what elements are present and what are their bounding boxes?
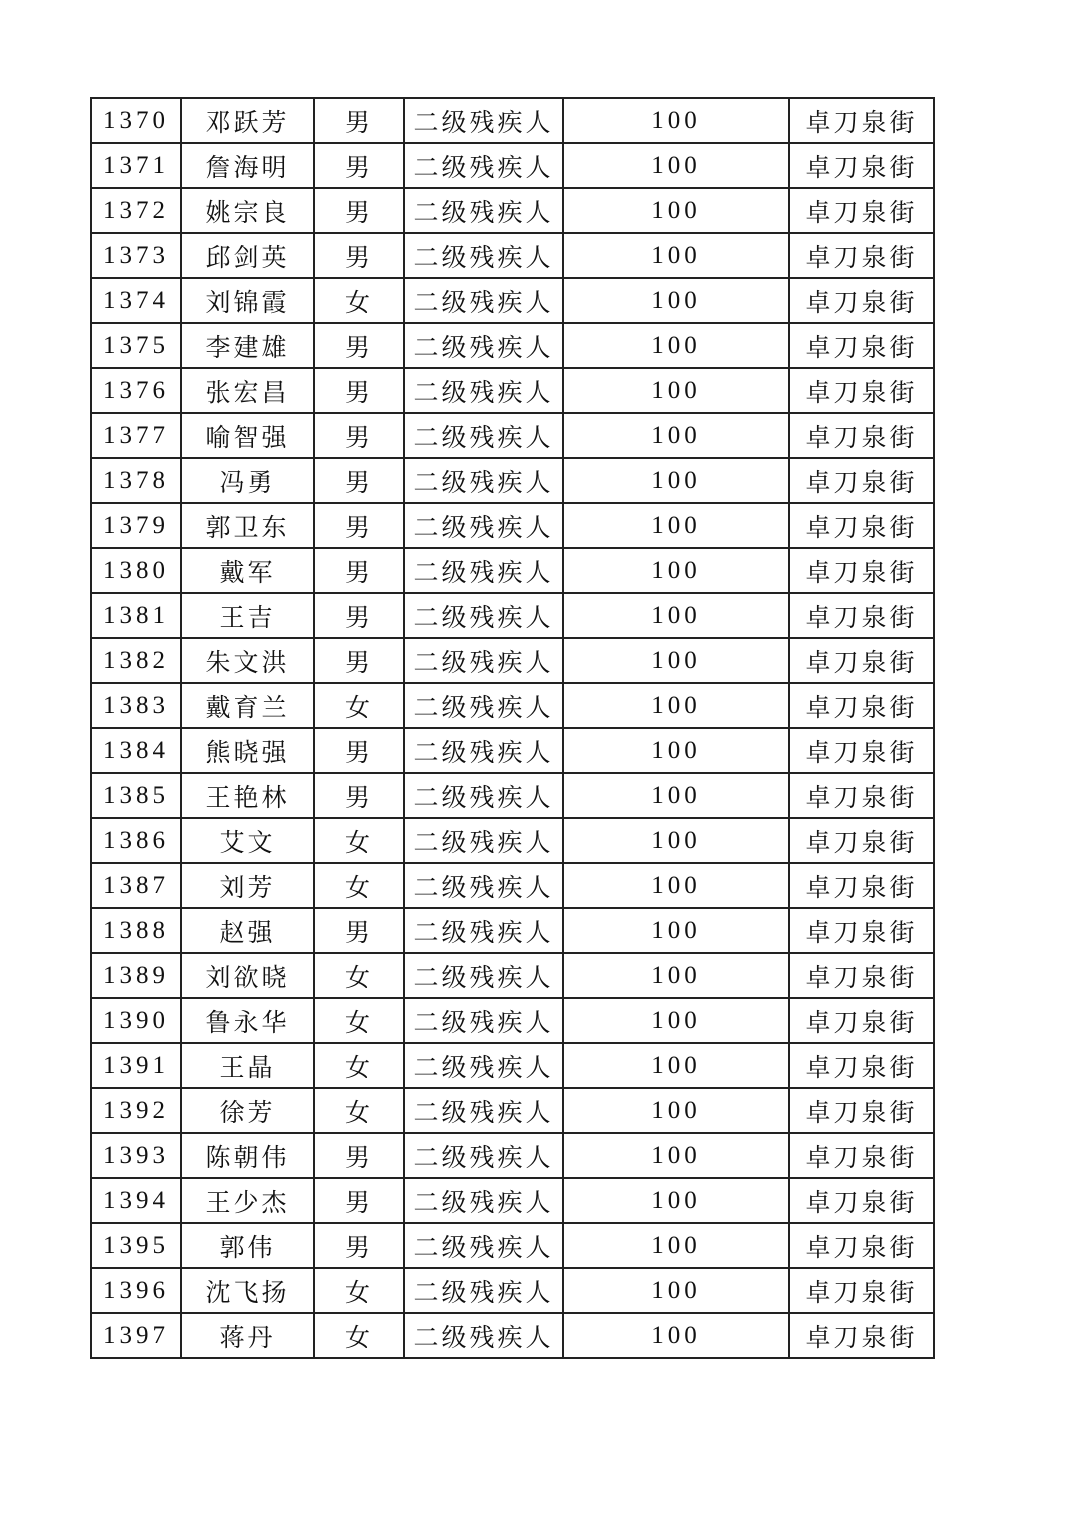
row-number-cell: 1374 [91,278,181,323]
row-number-cell: 1395 [91,1223,181,1268]
street-cell: 卓刀泉街 [789,143,934,188]
row-number-cell: 1379 [91,503,181,548]
gender-cell: 女 [314,998,404,1043]
name-cell: 冯勇 [181,458,314,503]
name-cell: 郭卫东 [181,503,314,548]
row-number-cell: 1375 [91,323,181,368]
row-number-cell: 1385 [91,773,181,818]
disability-category-cell: 二级残疾人 [404,458,563,503]
gender-cell: 男 [314,728,404,773]
disability-category-cell: 二级残疾人 [404,368,563,413]
gender-cell: 女 [314,863,404,908]
amount-cell: 100 [563,233,789,278]
gender-cell: 女 [314,818,404,863]
amount-cell: 100 [563,458,789,503]
amount-cell: 100 [563,1043,789,1088]
row-number-cell: 1382 [91,638,181,683]
amount-cell: 100 [563,503,789,548]
street-cell: 卓刀泉街 [789,233,934,278]
amount-cell: 100 [563,143,789,188]
row-number-cell: 1384 [91,728,181,773]
name-cell: 艾文 [181,818,314,863]
disability-category-cell: 二级残疾人 [404,863,563,908]
amount-cell: 100 [563,773,789,818]
table-row [91,323,934,368]
street-cell: 卓刀泉街 [789,368,934,413]
row-number-cell: 1373 [91,233,181,278]
table-row [91,638,934,683]
gender-cell: 男 [314,413,404,458]
gender-cell: 女 [314,1268,404,1313]
street-cell: 卓刀泉街 [789,188,934,233]
street-cell: 卓刀泉街 [789,1043,934,1088]
row-number-cell: 1386 [91,818,181,863]
table-row [91,953,934,998]
name-cell: 刘欲晓 [181,953,314,998]
table-row [91,1133,934,1178]
disability-category-cell: 二级残疾人 [404,278,563,323]
table-row [91,1088,934,1133]
disability-category-cell: 二级残疾人 [404,98,563,143]
row-number-cell: 1378 [91,458,181,503]
amount-cell: 100 [563,1178,789,1223]
name-cell: 陈朝伟 [181,1133,314,1178]
street-cell: 卓刀泉街 [789,593,934,638]
gender-cell: 男 [314,908,404,953]
amount-cell: 100 [563,98,789,143]
name-cell: 李建雄 [181,323,314,368]
amount-cell: 100 [563,683,789,728]
name-cell: 王艳林 [181,773,314,818]
disability-category-cell: 二级残疾人 [404,1313,563,1358]
name-cell: 喻智强 [181,413,314,458]
street-cell: 卓刀泉街 [789,683,934,728]
disability-category-cell: 二级残疾人 [404,143,563,188]
amount-cell: 100 [563,1313,789,1358]
gender-cell: 男 [314,593,404,638]
name-cell: 沈飞扬 [181,1268,314,1313]
gender-cell: 女 [314,1043,404,1088]
street-cell: 卓刀泉街 [789,98,934,143]
street-cell: 卓刀泉街 [789,413,934,458]
gender-cell: 女 [314,953,404,998]
row-number-cell: 1383 [91,683,181,728]
amount-cell: 100 [563,413,789,458]
street-cell: 卓刀泉街 [789,548,934,593]
table-row [91,278,934,323]
row-number-cell: 1389 [91,953,181,998]
row-number-cell: 1393 [91,1133,181,1178]
table-row [91,1043,934,1088]
gender-cell: 男 [314,638,404,683]
street-cell: 卓刀泉街 [789,728,934,773]
name-cell: 刘锦霞 [181,278,314,323]
table-row [91,503,934,548]
disability-category-cell: 二级残疾人 [404,188,563,233]
row-number-cell: 1392 [91,1088,181,1133]
name-cell: 熊晓强 [181,728,314,773]
table-row [91,908,934,953]
table-row [91,593,934,638]
row-number-cell: 1391 [91,1043,181,1088]
name-cell: 姚宗良 [181,188,314,233]
table-row [91,818,934,863]
amount-cell: 100 [563,188,789,233]
amount-cell: 100 [563,323,789,368]
name-cell: 张宏昌 [181,368,314,413]
name-cell: 刘芳 [181,863,314,908]
row-number-cell: 1390 [91,998,181,1043]
row-number-cell: 1370 [91,98,181,143]
name-cell: 郭伟 [181,1223,314,1268]
name-cell: 蒋丹 [181,1313,314,1358]
amount-cell: 100 [563,278,789,323]
amount-cell: 100 [563,1088,789,1133]
table-row [91,188,934,233]
disability-category-cell: 二级残疾人 [404,233,563,278]
gender-cell: 男 [314,773,404,818]
amount-cell: 100 [563,1268,789,1313]
gender-cell: 女 [314,1313,404,1358]
table-row [91,1313,934,1358]
street-cell: 卓刀泉街 [789,503,934,548]
name-cell: 鲁永华 [181,998,314,1043]
gender-cell: 男 [314,1223,404,1268]
name-cell: 邓跃芳 [181,98,314,143]
street-cell: 卓刀泉街 [789,953,934,998]
row-number-cell: 1397 [91,1313,181,1358]
name-cell: 王吉 [181,593,314,638]
amount-cell: 100 [563,1223,789,1268]
name-cell: 朱文洪 [181,638,314,683]
gender-cell: 女 [314,1088,404,1133]
street-cell: 卓刀泉街 [789,998,934,1043]
name-cell: 赵强 [181,908,314,953]
table-row [91,683,934,728]
row-number-cell: 1388 [91,908,181,953]
disability-category-cell: 二级残疾人 [404,1268,563,1313]
gender-cell: 男 [314,548,404,593]
disability-category-cell: 二级残疾人 [404,908,563,953]
amount-cell: 100 [563,818,789,863]
gender-cell: 男 [314,98,404,143]
gender-cell: 男 [314,503,404,548]
row-number-cell: 1380 [91,548,181,593]
street-cell: 卓刀泉街 [789,1178,934,1223]
name-cell: 詹海明 [181,143,314,188]
gender-cell: 男 [314,368,404,413]
row-number-cell: 1394 [91,1178,181,1223]
disability-category-cell: 二级残疾人 [404,548,563,593]
amount-cell: 100 [563,998,789,1043]
disability-category-cell: 二级残疾人 [404,323,563,368]
disability-category-cell: 二级残疾人 [404,1133,563,1178]
name-cell: 戴军 [181,548,314,593]
disability-category-cell: 二级残疾人 [404,413,563,458]
table-row [91,1268,934,1313]
row-number-cell: 1396 [91,1268,181,1313]
disability-category-cell: 二级残疾人 [404,593,563,638]
disability-category-cell: 二级残疾人 [404,1223,563,1268]
amount-cell: 100 [563,953,789,998]
gender-cell: 男 [314,143,404,188]
street-cell: 卓刀泉街 [789,458,934,503]
amount-cell: 100 [563,548,789,593]
amount-cell: 100 [563,863,789,908]
disability-category-cell: 二级残疾人 [404,1178,563,1223]
street-cell: 卓刀泉街 [789,773,934,818]
table-row [91,413,934,458]
street-cell: 卓刀泉街 [789,278,934,323]
disability-category-cell: 二级残疾人 [404,503,563,548]
row-number-cell: 1381 [91,593,181,638]
street-cell: 卓刀泉街 [789,818,934,863]
street-cell: 卓刀泉街 [789,1313,934,1358]
table-row [91,458,934,503]
gender-cell: 女 [314,683,404,728]
gender-cell: 男 [314,458,404,503]
table-row [91,728,934,773]
row-number-cell: 1387 [91,863,181,908]
roster-body [91,98,934,1358]
name-cell: 王晶 [181,1043,314,1088]
gender-cell: 男 [314,1178,404,1223]
disability-category-cell: 二级残疾人 [404,773,563,818]
name-cell: 王少杰 [181,1178,314,1223]
disability-category-cell: 二级残疾人 [404,953,563,998]
disability-category-cell: 二级残疾人 [404,638,563,683]
row-number-cell: 1376 [91,368,181,413]
amount-cell: 100 [563,1133,789,1178]
name-cell: 邱剑英 [181,233,314,278]
gender-cell: 男 [314,233,404,278]
gender-cell: 女 [314,278,404,323]
table-row [91,143,934,188]
amount-cell: 100 [563,908,789,953]
amount-cell: 100 [563,593,789,638]
street-cell: 卓刀泉街 [789,1088,934,1133]
table-row [91,1223,934,1268]
disability-category-cell: 二级残疾人 [404,818,563,863]
row-number-cell: 1372 [91,188,181,233]
gender-cell: 男 [314,188,404,233]
table-row [91,773,934,818]
disability-category-cell: 二级残疾人 [404,1088,563,1133]
table-row [91,1178,934,1223]
table-row [91,548,934,593]
street-cell: 卓刀泉街 [789,1223,934,1268]
table-row [91,863,934,908]
gender-cell: 男 [314,1133,404,1178]
disability-category-cell: 二级残疾人 [404,683,563,728]
disability-category-cell: 二级残疾人 [404,998,563,1043]
name-cell: 徐芳 [181,1088,314,1133]
row-number-cell: 1377 [91,413,181,458]
street-cell: 卓刀泉街 [789,323,934,368]
amount-cell: 100 [563,728,789,773]
disability-category-cell: 二级残疾人 [404,728,563,773]
amount-cell: 100 [563,638,789,683]
row-number-cell: 1371 [91,143,181,188]
table-row [91,233,934,278]
street-cell: 卓刀泉街 [789,863,934,908]
name-cell: 戴育兰 [181,683,314,728]
gender-cell: 男 [314,323,404,368]
roster-table [90,97,935,1359]
street-cell: 卓刀泉街 [789,908,934,953]
table-row [91,98,934,143]
table-row [91,368,934,413]
amount-cell: 100 [563,368,789,413]
street-cell: 卓刀泉街 [789,1133,934,1178]
disability-category-cell: 二级残疾人 [404,1043,563,1088]
street-cell: 卓刀泉街 [789,638,934,683]
table-row [91,998,934,1043]
street-cell: 卓刀泉街 [789,1268,934,1313]
